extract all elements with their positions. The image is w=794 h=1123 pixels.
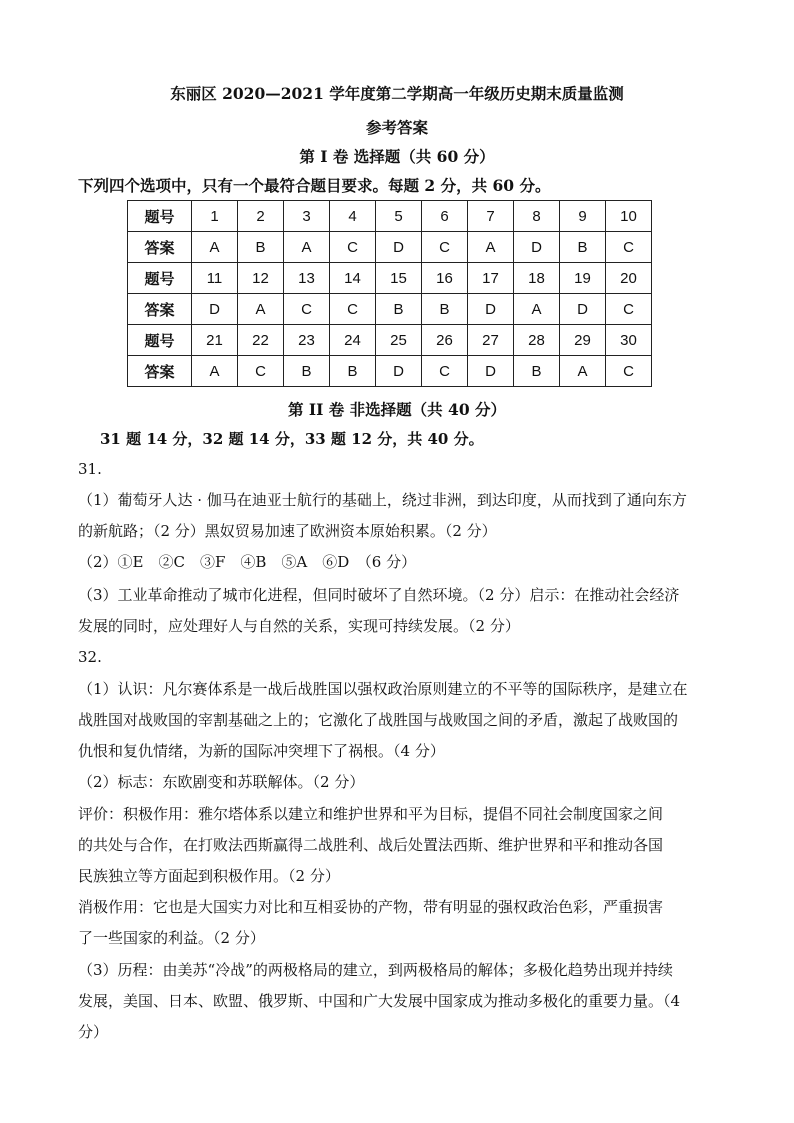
answer-cell: B: [284, 356, 330, 387]
answer-cell: 28: [514, 325, 560, 356]
answer-cell: C: [606, 356, 652, 387]
answer-cell: D: [376, 356, 422, 387]
answer-cell: 1: [192, 201, 238, 232]
answer-cell: D: [468, 294, 514, 325]
exam-title: 东丽区 2020—2021 学年度第二学期高一年级历史期末质量监测: [170, 84, 624, 103]
answer-table-row: [128, 201, 652, 232]
answer-cell: D: [514, 232, 560, 263]
answer-cell: C: [330, 232, 376, 263]
answer-cell: 12: [238, 263, 284, 294]
answer-cell: C: [606, 294, 652, 325]
answer-cell: 23: [284, 325, 330, 356]
score-summary: 31 题 14 分，32 题 14 分，33 题 12 分，共 40 分。: [100, 430, 484, 448]
answer-cell: C: [606, 232, 652, 263]
q31-line: （2）①E ②C ③F ④B ⑤A ⑥D （6 分）: [78, 553, 417, 571]
answer-cell: 6: [422, 201, 468, 232]
answer-cell: B: [376, 294, 422, 325]
answer-table-row: [128, 232, 652, 263]
answer-cell: A: [192, 232, 238, 263]
answer-table-row: [128, 294, 652, 325]
q32-line: （3）历程：由美苏“冷战”的两极格局的建立，到两极格局的解体；多极化趋势出现并持续: [78, 961, 673, 979]
answer-cell: 7: [468, 201, 514, 232]
answer-cell: C: [238, 356, 284, 387]
answer-cell: 5: [376, 201, 422, 232]
answer-cell: D: [192, 294, 238, 325]
answer-cell: 13: [284, 263, 330, 294]
q32-line: （2）标志：东欧剧变和苏联解体。（2 分）: [78, 773, 365, 791]
row-label: 题号: [128, 325, 192, 356]
q32-line: 分）: [78, 1023, 109, 1041]
q32-line: 战胜国对战败国的宰割基础之上的；它激化了战胜国与战败国之间的矛盾，激起了战败国的: [78, 711, 679, 729]
question-31-number: 31.: [78, 460, 102, 478]
answer-cell: C: [330, 294, 376, 325]
answer-table-row: [128, 325, 652, 356]
answer-cell: 11: [192, 263, 238, 294]
q31-line: 发展的同时，应处理好人与自然的关系，实现可持续发展。（2 分）: [78, 617, 520, 635]
answer-cell: D: [376, 232, 422, 263]
answer-cell: 29: [560, 325, 606, 356]
section-1-heading: 第 I 卷 选择题（共 60 分）: [299, 147, 495, 166]
answer-cell: C: [422, 356, 468, 387]
answer-cell: A: [560, 356, 606, 387]
answer-cell: C: [422, 232, 468, 263]
q31-line: （1）葡萄牙人达 · 伽马在迪亚士航行的基础上，绕过非洲，到达印度，从而找到了通向东方: [78, 491, 687, 509]
answer-cell: 17: [468, 263, 514, 294]
row-label: 答案: [128, 356, 192, 387]
row-label: 题号: [128, 201, 192, 232]
instruction-text: 下列四个选项中，只有一个最符合题目要求。每题 2 分，共 60 分。: [78, 176, 551, 195]
q32-line: 了一些国家的利益。（2 分）: [78, 929, 265, 947]
q31-line: 的新航路；（2 分）黑奴贸易加速了欧洲资本原始积累。（2 分）: [78, 522, 497, 540]
row-label: 答案: [128, 232, 192, 263]
row-label: 答案: [128, 294, 192, 325]
answer-cell: 24: [330, 325, 376, 356]
answer-cell: B: [238, 232, 284, 263]
answer-cell: 14: [330, 263, 376, 294]
answer-cell: A: [192, 356, 238, 387]
answer-cell: A: [284, 232, 330, 263]
q31-line: （3）工业革命推动了城市化进程，但同时破坏了自然环境。（2 分）启示：在推动社会经济: [78, 586, 680, 604]
page-subtitle: 参考答案: [365, 118, 428, 137]
answer-cell: 27: [468, 325, 514, 356]
answer-cell: 30: [606, 325, 652, 356]
q32-line: 评价：积极作用：雅尔塔体系以建立和维护世界和平为目标，提倡不同社会制度国家之间: [78, 805, 664, 823]
answer-cell: 8: [514, 201, 560, 232]
answer-cell: A: [514, 294, 560, 325]
answer-cell: 3: [284, 201, 330, 232]
q32-line: 民族独立等方面起到积极作用。（2 分）: [78, 867, 340, 885]
answer-table-row: [128, 263, 652, 294]
answer-table-row: [128, 356, 652, 387]
answer-cell: 16: [422, 263, 468, 294]
question-32-number: 32.: [78, 648, 102, 666]
q32-line: 仇恨和复仇情绪，为新的国际冲突埋下了祸根。（4 分）: [78, 742, 445, 760]
section-2-heading: 第 II 卷 非选择题（共 40 分）: [287, 400, 507, 419]
answer-cell: B: [422, 294, 468, 325]
answer-cell: 26: [422, 325, 468, 356]
answer-cell: 4: [330, 201, 376, 232]
answer-cell: 2: [238, 201, 284, 232]
answer-cell: 18: [514, 263, 560, 294]
answer-cell: 10: [606, 201, 652, 232]
answer-cell: 22: [238, 325, 284, 356]
answer-cell: B: [514, 356, 560, 387]
answer-cell: 19: [560, 263, 606, 294]
answer-cell: 20: [606, 263, 652, 294]
q32-line: 发展，美国、日本、欧盟、俄罗斯、中国和广大发展中国家成为推动多极化的重要力量。（4: [78, 992, 681, 1010]
q32-line: （1）认识：凡尔赛体系是一战后战胜国以强权政治原则建立的不平等的国际秩序，是建立在: [78, 680, 688, 698]
answer-cell: B: [560, 232, 606, 263]
answer-cell: A: [468, 232, 514, 263]
answer-cell: 25: [376, 325, 422, 356]
answer-cell: 15: [376, 263, 422, 294]
q32-line: 的共处与合作，在打败法西斯赢得二战胜利、战后处置法西斯、维护世界和平和推动各国: [78, 836, 664, 854]
answer-cell: A: [238, 294, 284, 325]
answer-cell: D: [560, 294, 606, 325]
answer-cell: B: [330, 356, 376, 387]
answer-cell: D: [468, 356, 514, 387]
answer-cell: 9: [560, 201, 606, 232]
answer-cell: C: [284, 294, 330, 325]
answer-cell: 21: [192, 325, 238, 356]
q32-line: 消极作用：它也是大国实力对比和互相妥协的产物，带有明显的强权政治色彩，严重损害: [78, 898, 664, 916]
answer-table: [127, 200, 652, 387]
row-label: 题号: [128, 263, 192, 294]
